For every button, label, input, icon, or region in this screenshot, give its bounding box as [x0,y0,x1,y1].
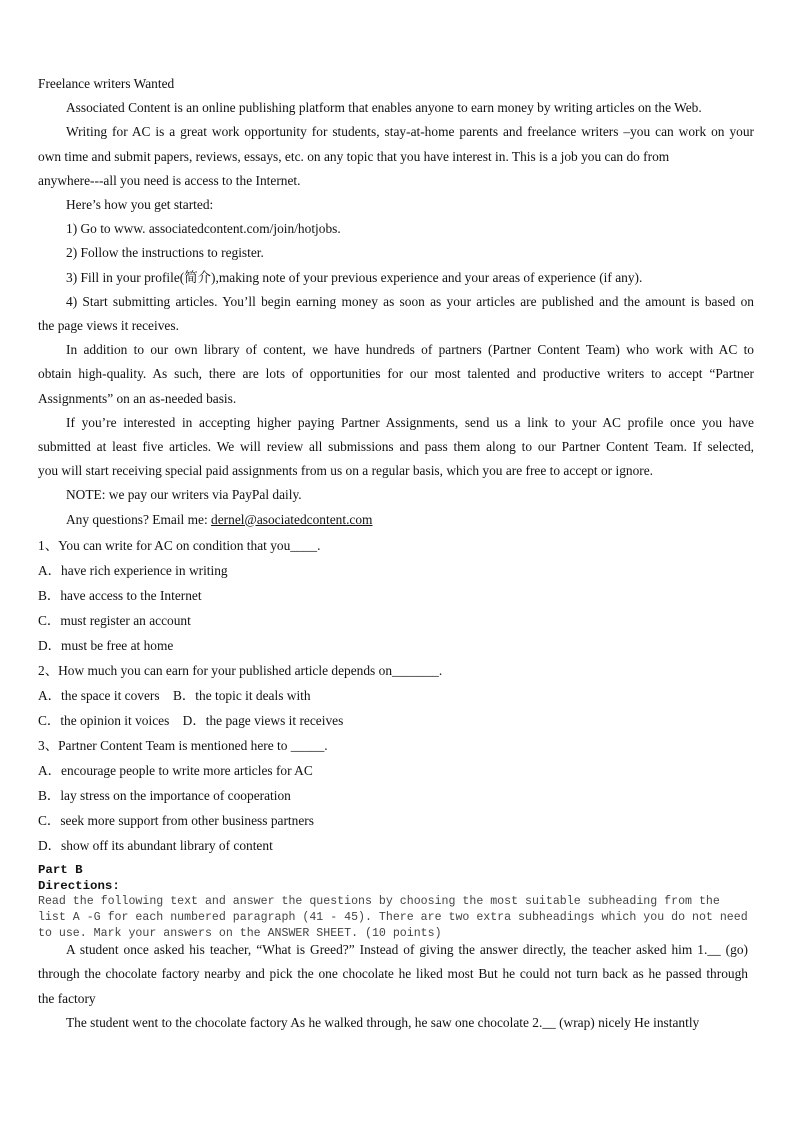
passage-line: obtain high-quality. As such, there are lots of opportunities for our most talented and productive writers to accept “Partner [38,366,754,382]
passage-line: NOTE: we pay our writers via PayPal daily. [66,487,302,503]
passage-line: you will start receiving special paid assignments from us on a regular basis, which you are free to accept or ignore. [38,463,654,479]
directions-line: to use. Mark your answers on the ANSWER SHEET. (10 points) [38,927,442,940]
directions-line: list A -G for each numbered paragraph (41 - 45). There are two extra subheadings which you do not need [38,911,748,924]
answer-option[interactable]: D．must be free at home [38,638,174,653]
passage-line: Assignments” on an as-needed basis. [38,390,237,406]
story-line: through the chocolate factory nearby and pick the one chocolate he liked most But he could not turn back as he passed through [38,966,748,982]
contact-line [38,508,754,532]
directions-line: Read the following text and answer the questions by choosing the most suitable subheading from the [38,895,720,908]
passage-line: If you’re interested in accepting higher paying Partner Assignments, send us a link to your AC profile once you have [66,414,754,430]
email-link[interactable]: dernel@asociatedcontent.com [211,511,373,527]
answer-option[interactable]: B．lay stress on the importance of cooperation [38,788,291,803]
passage-line: 1) Go to www. associatedcontent.com/join/hotjobs. [66,221,341,237]
answer-option[interactable]: D．show off its abundant library of content [38,838,273,853]
passage-line: 2) Follow the instructions to register. [66,245,264,261]
part-b [38,862,758,942]
passage-line: Associated Content is an online publishing platform that enables anyone to earn money by writing articles on the Web. [66,100,702,116]
question-stem: 1、You can write for AC on condition that you____. [38,538,321,553]
story-line: The student went to the chocolate factory As he walked through, he saw one chocolate 2.__ (wrap) nicely He instantly [66,1015,700,1031]
passage-line: In addition to our own library of content, we have hundreds of partners (Partner Content Team) who work with AC to [66,342,754,358]
passage-line: 4) Start submitting articles. You’ll begin earning money as soon as your articles are published and the amount is based on [66,293,754,309]
passage-line: Freelance writers Wanted [38,76,175,91]
answer-option[interactable]: C．the opinion it voices D．the page views it receives [38,713,344,728]
passage-line: Here’s how you get started: [66,197,214,213]
questions [38,533,754,858]
passage-line: own time and submit papers, reviews, essays, etc. on any topic that you have interest in. This is a job you can do from [38,148,670,164]
answer-option[interactable]: C．seek more support from other business partners [38,813,314,828]
question-stem: 3、Partner Content Team is mentioned here to _____. [38,738,328,753]
contact-prefix: Any questions? Email me: [66,511,212,527]
directions-label: Directions: [38,879,120,893]
passage-line: anywhere---all you need is access to the Internet. [38,172,301,188]
answer-option[interactable]: A．the space it covers B．the topic it deals with [38,688,311,703]
passage-line: Writing for AC is a great work opportunity for students, stay-at-home parents and freelance writers –you can work on your [66,124,754,140]
answer-option[interactable]: C．must register an account [38,613,191,628]
passage-line: 3) Fill in your profile(简介),making note of your previous experience and your areas of experience (if any). [66,269,643,285]
story-line: the factory [38,990,96,1006]
part-b-title: Part B [38,863,83,877]
answer-option[interactable]: B．have access to the Internet [38,588,202,603]
answer-option[interactable]: A．encourage people to write more articles for AC [38,763,313,778]
passage-line: the page views it receives. [38,318,179,334]
passage [38,72,754,532]
question-stem: 2、How much you can earn for your published article depends on_______. [38,663,443,678]
story-passage [38,938,748,1036]
story-line: A student once asked his teacher, “What is Greed?” Instead of giving the answer directly, the teacher asked him 1.__ (go) [66,942,748,957]
passage-line: submitted at least five articles. We will review all submissions and pass them along to our Partner Content Team. If selected, [38,439,754,455]
answer-option[interactable]: A．have rich experience in writing [38,563,228,578]
